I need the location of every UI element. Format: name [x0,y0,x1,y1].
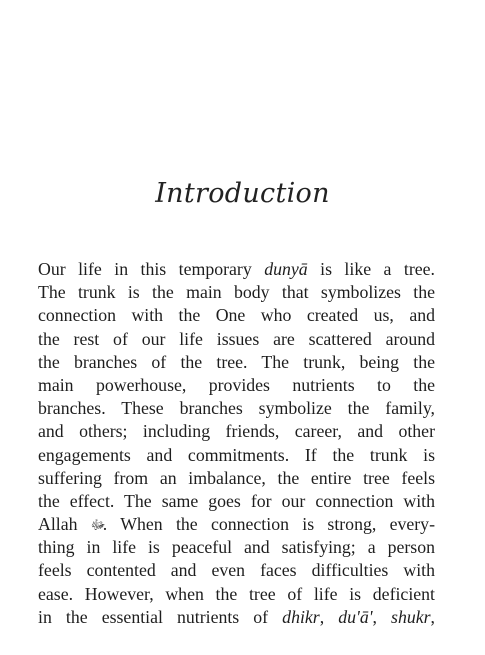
text-segment: and others; including friends, career, and other [38,421,435,442]
text-segment: main powerhouse, provides nutrients to the [38,374,435,395]
text-segment: is like a tree. [307,259,435,279]
text-segment: thing in life is peaceful and satisfying; a person [38,537,435,558]
text-line [38,606,435,629]
text-line [38,258,435,281]
text-line [38,374,435,397]
text-line [38,397,435,420]
text-segment: engagements and commitments. If the trunk is [38,444,435,465]
text-line [38,559,435,582]
text-segment: the rest of our life issues are scattered around [38,328,435,349]
text-line [38,351,435,374]
text-segment: , [319,606,339,627]
body-paragraph [38,258,435,629]
text-line [38,281,435,304]
text-line [38,304,435,327]
text-segment: branches. These branches symbolize the family, [38,398,435,419]
text-line [38,583,435,606]
honorific-glyph: ﷻ [90,517,106,533]
text-line [38,536,435,559]
text-segment: the branches of the tree. The trunk, being the [38,351,435,372]
text-segment: Our life in this temporary [38,259,265,279]
text-segment: connection with the One who created us, and [38,305,435,326]
italic-term: du'ā' [338,606,373,627]
text-line [38,467,435,490]
text-line [38,490,435,513]
text-segment: Allah [38,514,91,535]
text-segment: The trunk is the main body that symbolizes the [38,282,435,303]
text-segment: feels contented and even faces difficulties with [38,560,435,581]
text-segment: . When the connection is strong, every- [102,514,435,535]
text-line [38,513,435,536]
text-segment: in the essential nutrients of [38,606,283,627]
text-segment: ease. However, when the tree of life is deficient [38,583,435,604]
text-line [38,444,435,467]
italic-term: shukr [391,606,431,627]
italic-term: dunyā [264,259,308,279]
text-segment: suffering from an imbalance, the entire tree feels [38,467,435,488]
text-segment: the effect. The same goes for our connection with [38,490,435,511]
italic-term: dhikr [282,606,320,627]
text-line [38,420,435,443]
text-segment: , [372,606,392,627]
text-line [38,328,435,351]
chapter-title: Introduction [155,178,330,209]
text-segment: , [430,606,435,627]
